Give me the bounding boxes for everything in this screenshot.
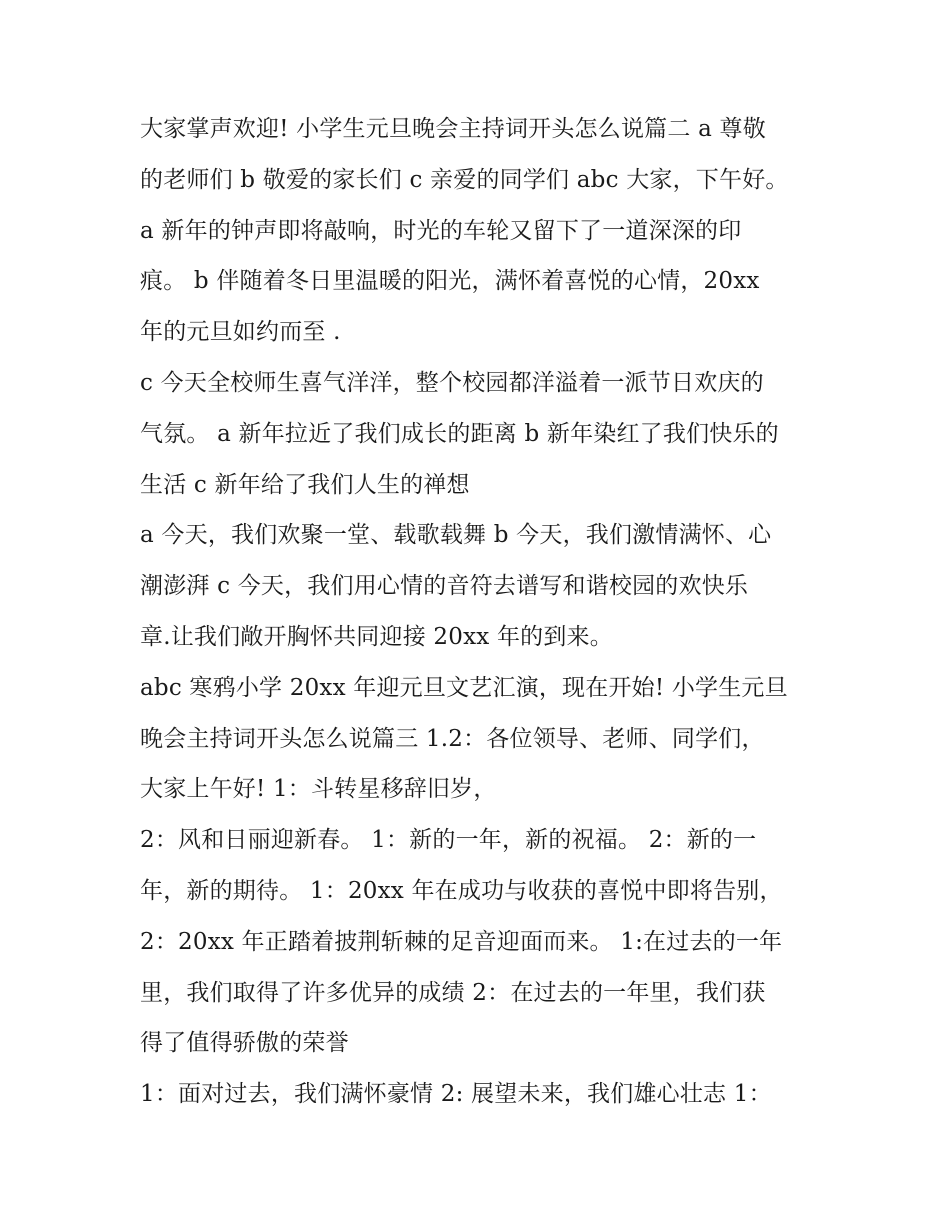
- text-line: 大家上午好! 1：斗转星移辞旧岁，: [140, 776, 497, 803]
- text-line: 的老师们 b 敬爱的家长们 c 亲爱的同学们 abc 大家，下午好。: [140, 166, 789, 193]
- text-line: 气氛。 a 新年拉近了我们成长的距离 b 新年染红了我们快乐的: [140, 420, 779, 447]
- text-line: 潮澎湃 c 今天，我们用心情的音符去谱写和谐校园的欢快乐: [140, 573, 749, 600]
- text-line: 2：风和日丽迎新春。 1：新的一年，新的祝福。 2：新的一: [140, 827, 757, 854]
- text-line: 得了值得骄傲的荣誉: [140, 1030, 349, 1057]
- text-line: 痕。 b 伴随着冬日里温暖的阳光，满怀着喜悦的心情，20xx: [140, 268, 760, 295]
- text-line: 生活 c 新年给了我们人生的禅想: [140, 471, 470, 498]
- text-line: 晚会主持词开头怎么说篇三 1.2：各位领导、老师、同学们，: [140, 725, 765, 752]
- text-line: 大家掌声欢迎! 小学生元旦晚会主持词开头怎么说篇二 a 尊敬: [140, 116, 766, 142]
- text-line: abc 寒鸦小学 20xx 年迎元旦文艺汇演，现在开始! 小学生元旦: [140, 674, 788, 701]
- text-line: 2：20xx 年正踏着披荆斩棘的足音迎面而来。 1:在过去的一年: [140, 928, 783, 955]
- text-line: 1：面对过去，我们满怀豪情 2: 展望未来，我们雄心壮志 1：: [140, 1081, 772, 1108]
- document-body: [140, 104, 820, 1120]
- text-line: a 今天，我们欢聚一堂、载歌载舞 b 今天，我们激情满怀、心: [140, 522, 772, 549]
- text-line: 里，我们取得了许多优异的成绩 2：在过去的一年里，我们获: [140, 979, 766, 1006]
- text-line: 年的元旦如约而至 .: [140, 319, 341, 346]
- text-line: a 新年的钟声即将敲响，时光的车轮又留下了一道深深的印: [140, 217, 742, 244]
- text-line: 年，新的期待。 1：20xx 年在成功与收获的喜悦中即将告别，: [140, 877, 783, 904]
- text-line: 章.让我们敞开胸怀共同迎接 20xx 年的到来。: [140, 623, 613, 650]
- text-line: c 今天全校师生喜气洋洋，整个校园都洋溢着一派节日欢庆的: [140, 369, 764, 396]
